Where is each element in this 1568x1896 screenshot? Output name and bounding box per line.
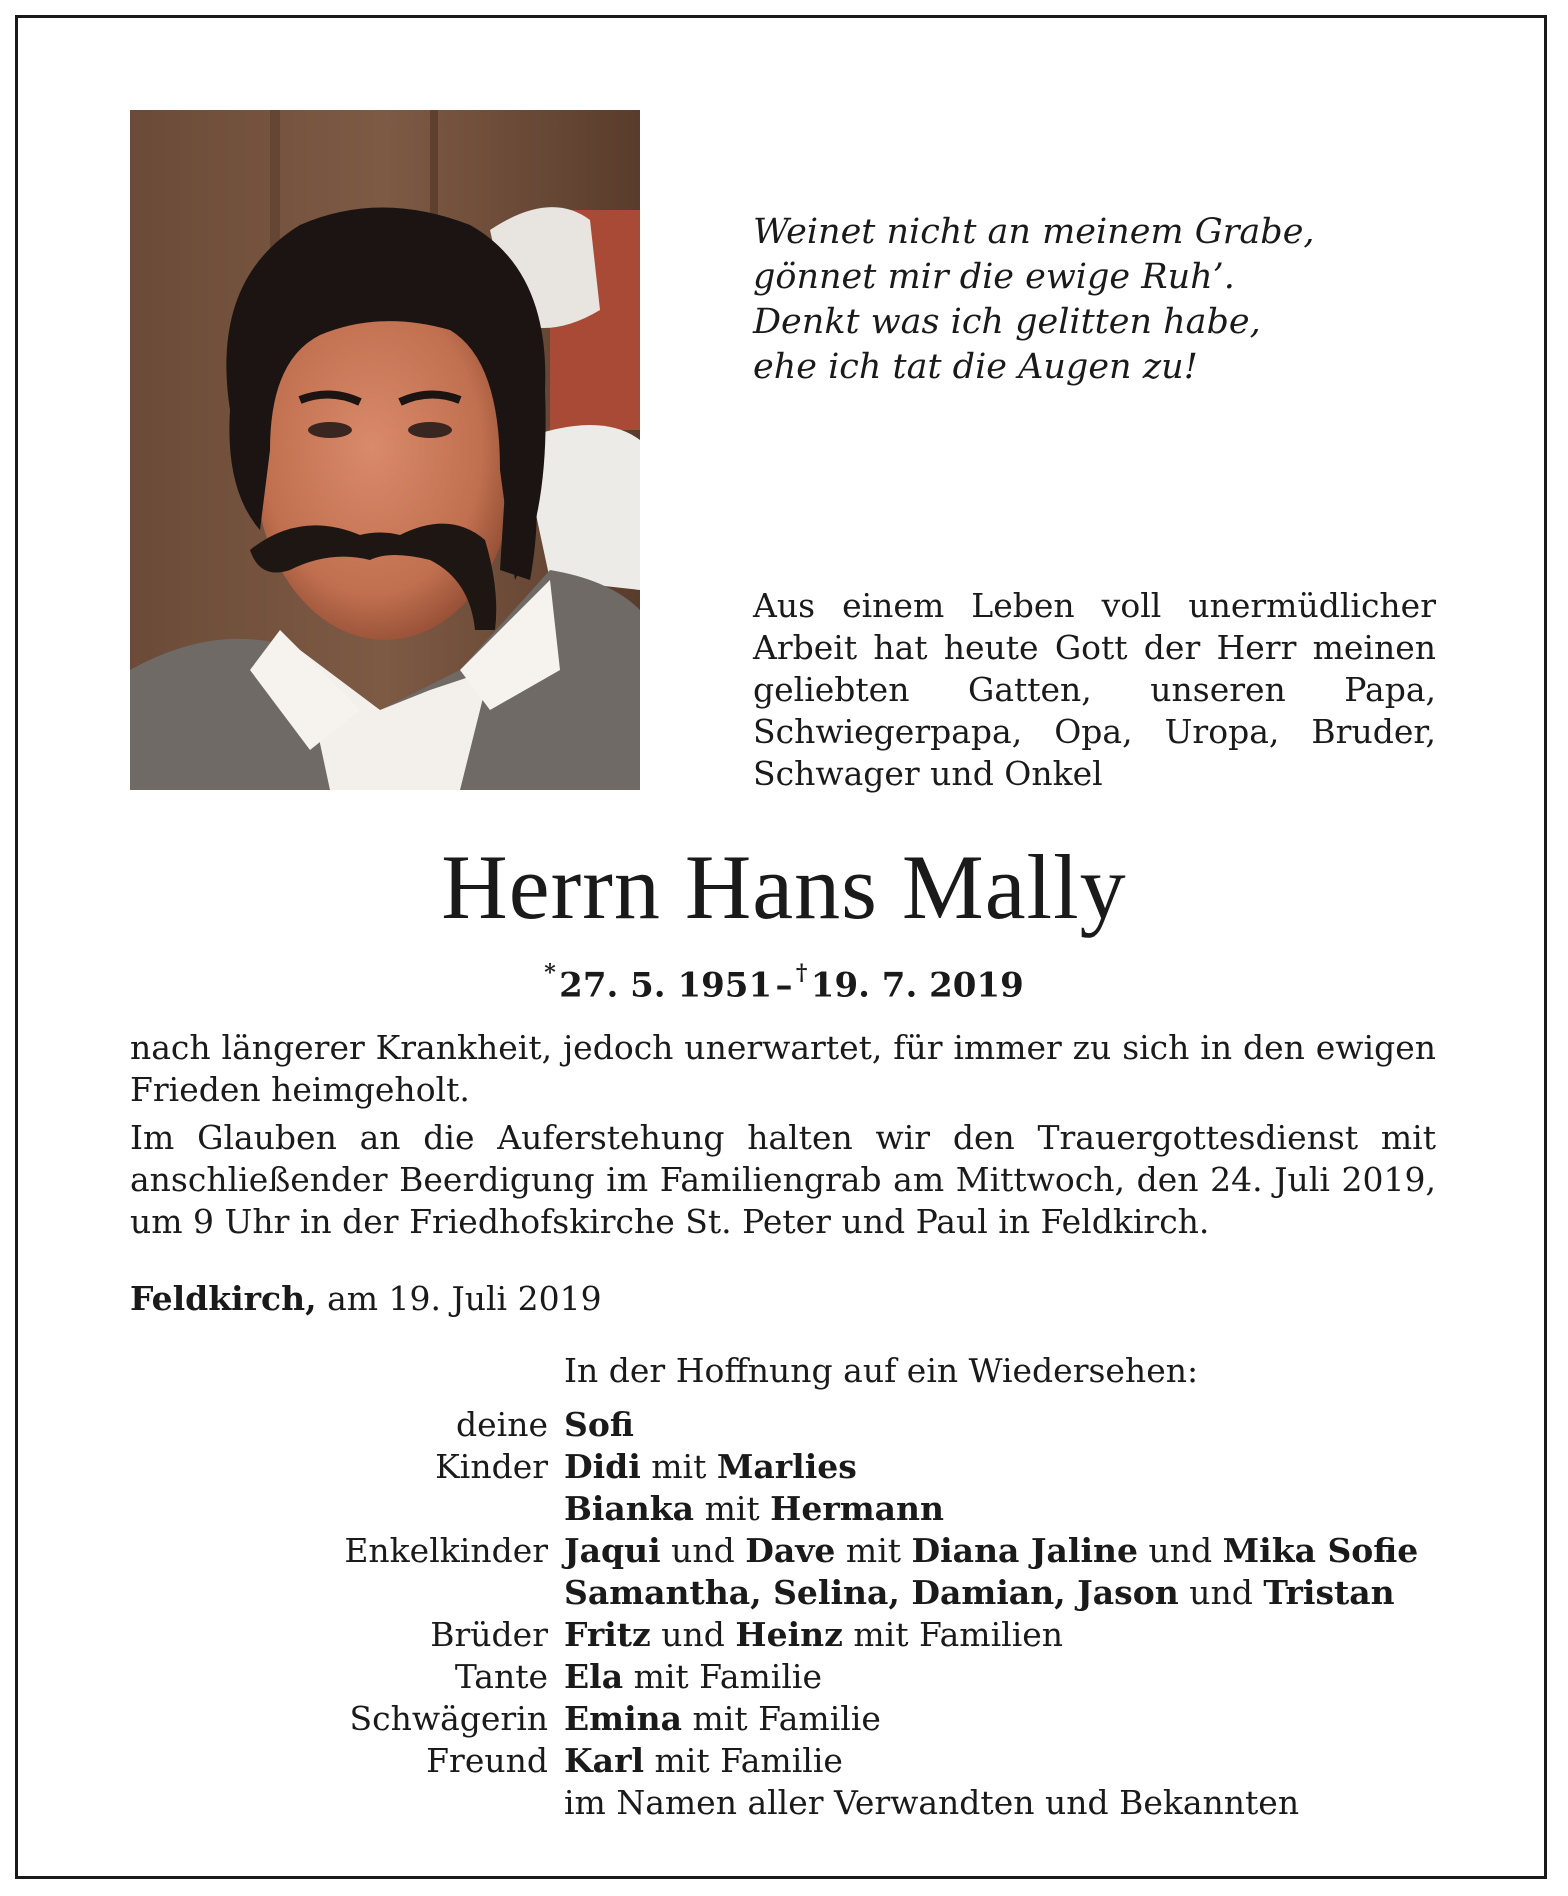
family-name: Marlies	[716, 1447, 857, 1486]
family-connector: mit Familie	[692, 1699, 881, 1738]
family-role: Schwägerin	[349, 1699, 548, 1738]
family-name: Dave	[745, 1531, 836, 1570]
place-city: Feldkirch,	[130, 1279, 317, 1318]
family-role: Freund	[426, 1741, 548, 1780]
family-row	[130, 1614, 1460, 1656]
family-name: Emina	[564, 1699, 682, 1738]
family-name: Diana Jaline	[911, 1531, 1138, 1570]
family-connector: mit Familien	[853, 1615, 1064, 1654]
family-connector: und	[661, 1615, 725, 1654]
family-connector: mit	[845, 1531, 902, 1570]
family-list	[130, 1404, 1460, 1824]
family-name: Hermann	[770, 1489, 945, 1528]
family-row	[130, 1698, 1460, 1740]
poem-line: Weinet nicht an meinem Grabe,	[753, 212, 1315, 252]
family-row	[130, 1740, 1460, 1782]
intro-line: Schwiegerpapa, Opa, Uropa, Bruder,	[753, 712, 1436, 751]
birth-symbol: *	[544, 960, 556, 986]
family-name: Sofi	[564, 1405, 634, 1444]
body-line: anschließender Beerdigung im Familiengrab am Mittwoch, den 24. Juli 2019,	[130, 1160, 1436, 1199]
intro-line: Schwager und Onkel	[753, 754, 1103, 793]
family-name: Didi	[564, 1447, 641, 1486]
family-role: Brüder	[430, 1615, 548, 1654]
family-connector: mit	[704, 1489, 760, 1528]
deceased-name: Herrn Hans Mally	[441, 836, 1127, 938]
intro-line: Aus einem Leben voll unermüdlicher	[753, 586, 1436, 625]
family-name: Tristan	[1263, 1573, 1395, 1612]
family-role: Tante	[454, 1657, 548, 1696]
family-row	[130, 1404, 1460, 1446]
intro-line: geliebten Gatten, unseren Papa,	[753, 670, 1436, 709]
poem-line: gönnet mir die ewige Ruh’.	[753, 257, 1235, 297]
family-name: Jaqui	[564, 1531, 661, 1570]
family-row	[130, 1488, 1460, 1530]
body-paragraph-2	[130, 1117, 1436, 1243]
family-role	[130, 1782, 564, 1824]
body-line: Im Glauben an die Auferstehung halten wir den Trauergottesdienst mit	[130, 1118, 1436, 1157]
family-name: Bianka	[564, 1489, 695, 1528]
body-paragraph-1	[130, 1027, 1436, 1111]
family-name: Fritz	[564, 1615, 651, 1654]
place-date: am 19. Juli 2019	[327, 1279, 602, 1318]
family-role: Kinder	[435, 1447, 548, 1486]
birth-date: 27. 5. 1951	[559, 965, 773, 1006]
family-role: Enkelkinder	[344, 1531, 548, 1570]
family-row	[130, 1656, 1460, 1698]
family-connector: mit Familie	[633, 1657, 822, 1696]
family-role	[130, 1488, 564, 1530]
life-dates	[0, 955, 1568, 1007]
death-date: 19. 7. 2019	[810, 965, 1024, 1006]
family-name: Karl	[564, 1741, 644, 1780]
family-name: Samantha, Selina, Damian, Jason	[564, 1573, 1179, 1612]
poem-verse	[753, 210, 1473, 390]
family-connector: und	[1189, 1573, 1253, 1612]
family-role	[130, 1572, 564, 1614]
poem-line: ehe ich tat die Augen zu!	[753, 347, 1198, 387]
family-row	[130, 1782, 1460, 1824]
family-connector: und	[1148, 1531, 1213, 1570]
family-name: Ela	[564, 1657, 624, 1696]
family-role: deine	[456, 1405, 548, 1444]
family-row	[130, 1530, 1460, 1572]
body-line: nach längerer Krankheit, jedoch unerwartet, für immer zu sich in den ewigen	[130, 1028, 1436, 1067]
family-connector: mit Familie	[654, 1741, 843, 1780]
hope-line: In der Hoffnung auf ein Wiedersehen:	[564, 1351, 1199, 1390]
intro-paragraph	[753, 585, 1436, 795]
portrait-photo	[130, 110, 640, 790]
death-symbol: †	[795, 960, 808, 986]
family-name: Mika Sofie	[1222, 1531, 1419, 1570]
family-closing: im Namen aller Verwandten und Bekannten	[564, 1783, 1300, 1822]
body-line: Frieden heimgeholt.	[130, 1070, 470, 1109]
family-connector: mit	[651, 1447, 707, 1486]
family-connector: und	[671, 1531, 735, 1570]
place-and-date	[130, 1278, 602, 1320]
poem-line: Denkt was ich gelitten habe,	[753, 302, 1261, 342]
family-name: Heinz	[735, 1615, 843, 1654]
date-separator: –	[775, 965, 793, 1006]
family-row	[130, 1572, 1460, 1614]
intro-line: Arbeit hat heute Gott der Herr meinen	[753, 628, 1436, 667]
family-row	[130, 1446, 1460, 1488]
body-line: um 9 Uhr in der Friedhofskirche St. Peter und Paul in Feldkirch.	[130, 1202, 1210, 1241]
